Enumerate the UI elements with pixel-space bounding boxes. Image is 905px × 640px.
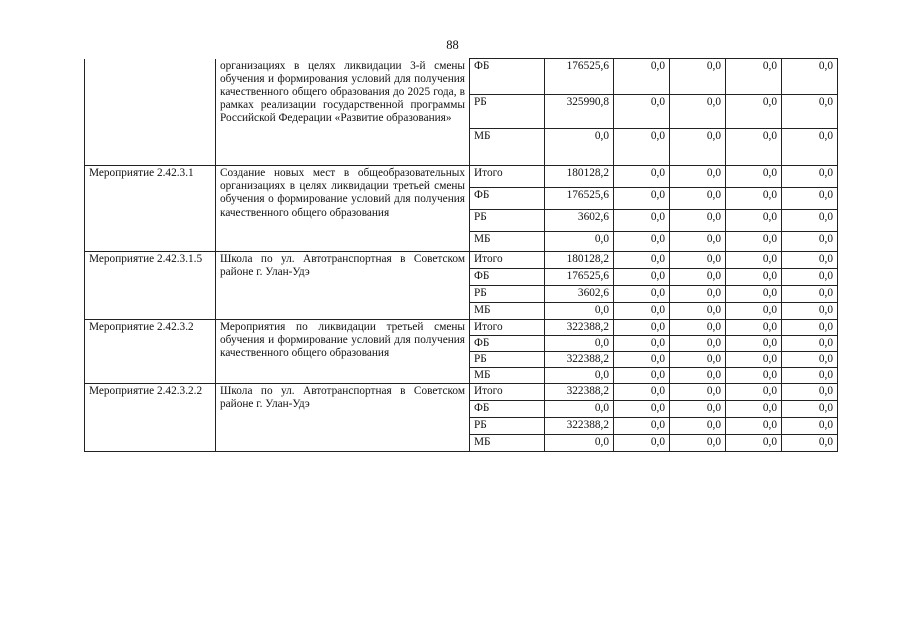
table-row <box>85 166 838 188</box>
amount-cell: 0,0 <box>782 166 838 188</box>
amount-cell: 0,0 <box>614 166 670 188</box>
amount-cell: 322388,2 <box>545 384 614 401</box>
amount-cell: 0,0 <box>726 384 782 401</box>
amount-cell: 0,0 <box>670 418 726 435</box>
amount-cell: 0,0 <box>670 384 726 401</box>
amount-cell: 176525,6 <box>545 269 614 286</box>
amount-cell: 0,0 <box>782 336 838 352</box>
amount-cell: 0,0 <box>782 320 838 336</box>
funding-source-cell: Итого <box>470 320 545 336</box>
amount-cell: 0,0 <box>726 320 782 336</box>
amount-cell: 322388,2 <box>545 418 614 435</box>
funding-source-cell: МБ <box>470 368 545 384</box>
amount-cell: 0,0 <box>614 303 670 320</box>
amount-cell: 0,0 <box>726 336 782 352</box>
amount-cell: 0,0 <box>726 129 782 166</box>
measure-description-cell: Создание новых мест в общеобразовательных организациях в целях ликвидации третьей смены обучения о формирование условий для получения качественного общего образования <box>216 166 470 252</box>
amount-cell: 0,0 <box>782 303 838 320</box>
amount-cell: 0,0 <box>782 252 838 269</box>
amount-cell: 0,0 <box>614 286 670 303</box>
amount-cell: 0,0 <box>670 286 726 303</box>
amount-cell: 0,0 <box>782 435 838 452</box>
amount-cell: 0,0 <box>782 368 838 384</box>
amount-cell: 322388,2 <box>545 352 614 368</box>
amount-cell: 0,0 <box>614 401 670 418</box>
funding-source-cell: МБ <box>470 232 545 252</box>
amount-cell: 0,0 <box>726 232 782 252</box>
amount-cell: 0,0 <box>726 95 782 129</box>
amount-cell: 3602,6 <box>545 286 614 303</box>
amount-cell: 0,0 <box>614 384 670 401</box>
amount-cell: 0,0 <box>670 336 726 352</box>
amount-cell: 0,0 <box>670 269 726 286</box>
amount-cell: 0,0 <box>726 303 782 320</box>
amount-cell: 0,0 <box>614 59 670 95</box>
amount-cell: 0,0 <box>726 188 782 210</box>
amount-cell: 0,0 <box>670 166 726 188</box>
amount-cell: 325990,8 <box>545 95 614 129</box>
amount-cell: 0,0 <box>782 210 838 232</box>
amount-cell: 0,0 <box>670 320 726 336</box>
measure-description-cell: Мероприятия по ликвидации третьей смены обучения и формирование условий для получения качественного общего образования <box>216 320 470 384</box>
funding-source-cell: Итого <box>470 166 545 188</box>
funding-source-cell: ФБ <box>470 188 545 210</box>
amount-cell: 0,0 <box>782 384 838 401</box>
amount-cell: 0,0 <box>614 435 670 452</box>
measure-name-cell: Мероприятие 2.42.3.1.5 <box>85 252 216 320</box>
amount-cell: 0,0 <box>670 303 726 320</box>
amount-cell: 0,0 <box>614 95 670 129</box>
funding-source-cell: РБ <box>470 418 545 435</box>
amount-cell: 0,0 <box>670 59 726 95</box>
amount-cell: 0,0 <box>670 252 726 269</box>
amount-cell: 0,0 <box>782 95 838 129</box>
amount-cell: 0,0 <box>726 368 782 384</box>
amount-cell: 0,0 <box>614 336 670 352</box>
amount-cell: 0,0 <box>782 232 838 252</box>
amount-cell: 0,0 <box>670 188 726 210</box>
funding-source-cell: Итого <box>470 384 545 401</box>
funding-source-cell: РБ <box>470 286 545 303</box>
table-row <box>85 320 838 336</box>
funding-source-cell: МБ <box>470 435 545 452</box>
amount-cell: 0,0 <box>670 352 726 368</box>
amount-cell: 0,0 <box>614 352 670 368</box>
amount-cell: 0,0 <box>726 59 782 95</box>
amount-cell: 3602,6 <box>545 210 614 232</box>
table-row <box>85 384 838 401</box>
measure-name-cell <box>85 59 216 166</box>
amount-cell: 0,0 <box>545 336 614 352</box>
funding-source-cell: МБ <box>470 303 545 320</box>
amount-cell: 176525,6 <box>545 188 614 210</box>
funding-source-cell: РБ <box>470 95 545 129</box>
amount-cell: 0,0 <box>726 210 782 232</box>
amount-cell: 0,0 <box>670 401 726 418</box>
amount-cell: 0,0 <box>726 352 782 368</box>
amount-cell: 0,0 <box>726 286 782 303</box>
amount-cell: 0,0 <box>726 252 782 269</box>
amount-cell: 0,0 <box>726 418 782 435</box>
amount-cell: 0,0 <box>614 269 670 286</box>
amount-cell: 0,0 <box>545 232 614 252</box>
amount-cell: 0,0 <box>782 59 838 95</box>
funding-source-cell: ФБ <box>470 401 545 418</box>
amount-cell: 0,0 <box>670 232 726 252</box>
amount-cell: 0,0 <box>614 210 670 232</box>
amount-cell: 0,0 <box>545 368 614 384</box>
funding-source-cell: МБ <box>470 129 545 166</box>
amount-cell: 0,0 <box>614 418 670 435</box>
amount-cell: 0,0 <box>545 303 614 320</box>
funding-source-cell: ФБ <box>470 269 545 286</box>
measure-description-cell: Школа по ул. Автотранспортная в Советском районе г. Улан-Удэ <box>216 384 470 452</box>
budget-table <box>84 58 838 452</box>
amount-cell: 0,0 <box>782 352 838 368</box>
amount-cell: 0,0 <box>670 368 726 384</box>
amount-cell: 0,0 <box>782 129 838 166</box>
measure-name-cell: Мероприятие 2.42.3.2.2 <box>85 384 216 452</box>
amount-cell: 0,0 <box>726 435 782 452</box>
amount-cell: 0,0 <box>670 210 726 232</box>
amount-cell: 0,0 <box>782 286 838 303</box>
funding-source-cell: ФБ <box>470 59 545 95</box>
table-row <box>85 252 838 269</box>
amount-cell: 0,0 <box>545 401 614 418</box>
measure-description-cell: Школа по ул. Автотранспортная в Советском районе г. Улан-Удэ <box>216 252 470 320</box>
amount-cell: 0,0 <box>614 129 670 166</box>
measure-name-cell: Мероприятие 2.42.3.1 <box>85 166 216 252</box>
amount-cell: 0,0 <box>726 166 782 188</box>
amount-cell: 0,0 <box>670 129 726 166</box>
amount-cell: 0,0 <box>545 129 614 166</box>
funding-source-cell: ФБ <box>470 336 545 352</box>
amount-cell: 0,0 <box>614 320 670 336</box>
amount-cell: 0,0 <box>670 435 726 452</box>
amount-cell: 0,0 <box>614 252 670 269</box>
amount-cell: 0,0 <box>614 188 670 210</box>
budget-table-body <box>85 59 838 452</box>
funding-source-cell: РБ <box>470 352 545 368</box>
measure-description-cell: организациях в целях ликвидации 3-й смены обучения и формирования условий для получения качественного общего образования до 2025 года, в рамках реализации государственной программы Российской Федерации «Развитие образования» <box>216 59 470 166</box>
amount-cell: 180128,2 <box>545 252 614 269</box>
amount-cell: 0,0 <box>782 418 838 435</box>
amount-cell: 322388,2 <box>545 320 614 336</box>
amount-cell: 176525,6 <box>545 59 614 95</box>
page-number: 88 <box>446 38 459 52</box>
amount-cell: 0,0 <box>614 368 670 384</box>
amount-cell: 0,0 <box>614 232 670 252</box>
amount-cell: 0,0 <box>670 95 726 129</box>
table-row <box>85 59 838 95</box>
funding-source-cell: РБ <box>470 210 545 232</box>
amount-cell: 0,0 <box>726 401 782 418</box>
amount-cell: 0,0 <box>545 435 614 452</box>
amount-cell: 0,0 <box>782 188 838 210</box>
amount-cell: 180128,2 <box>545 166 614 188</box>
amount-cell: 0,0 <box>782 269 838 286</box>
funding-source-cell: Итого <box>470 252 545 269</box>
measure-name-cell: Мероприятие 2.42.3.2 <box>85 320 216 384</box>
amount-cell: 0,0 <box>726 269 782 286</box>
amount-cell: 0,0 <box>782 401 838 418</box>
